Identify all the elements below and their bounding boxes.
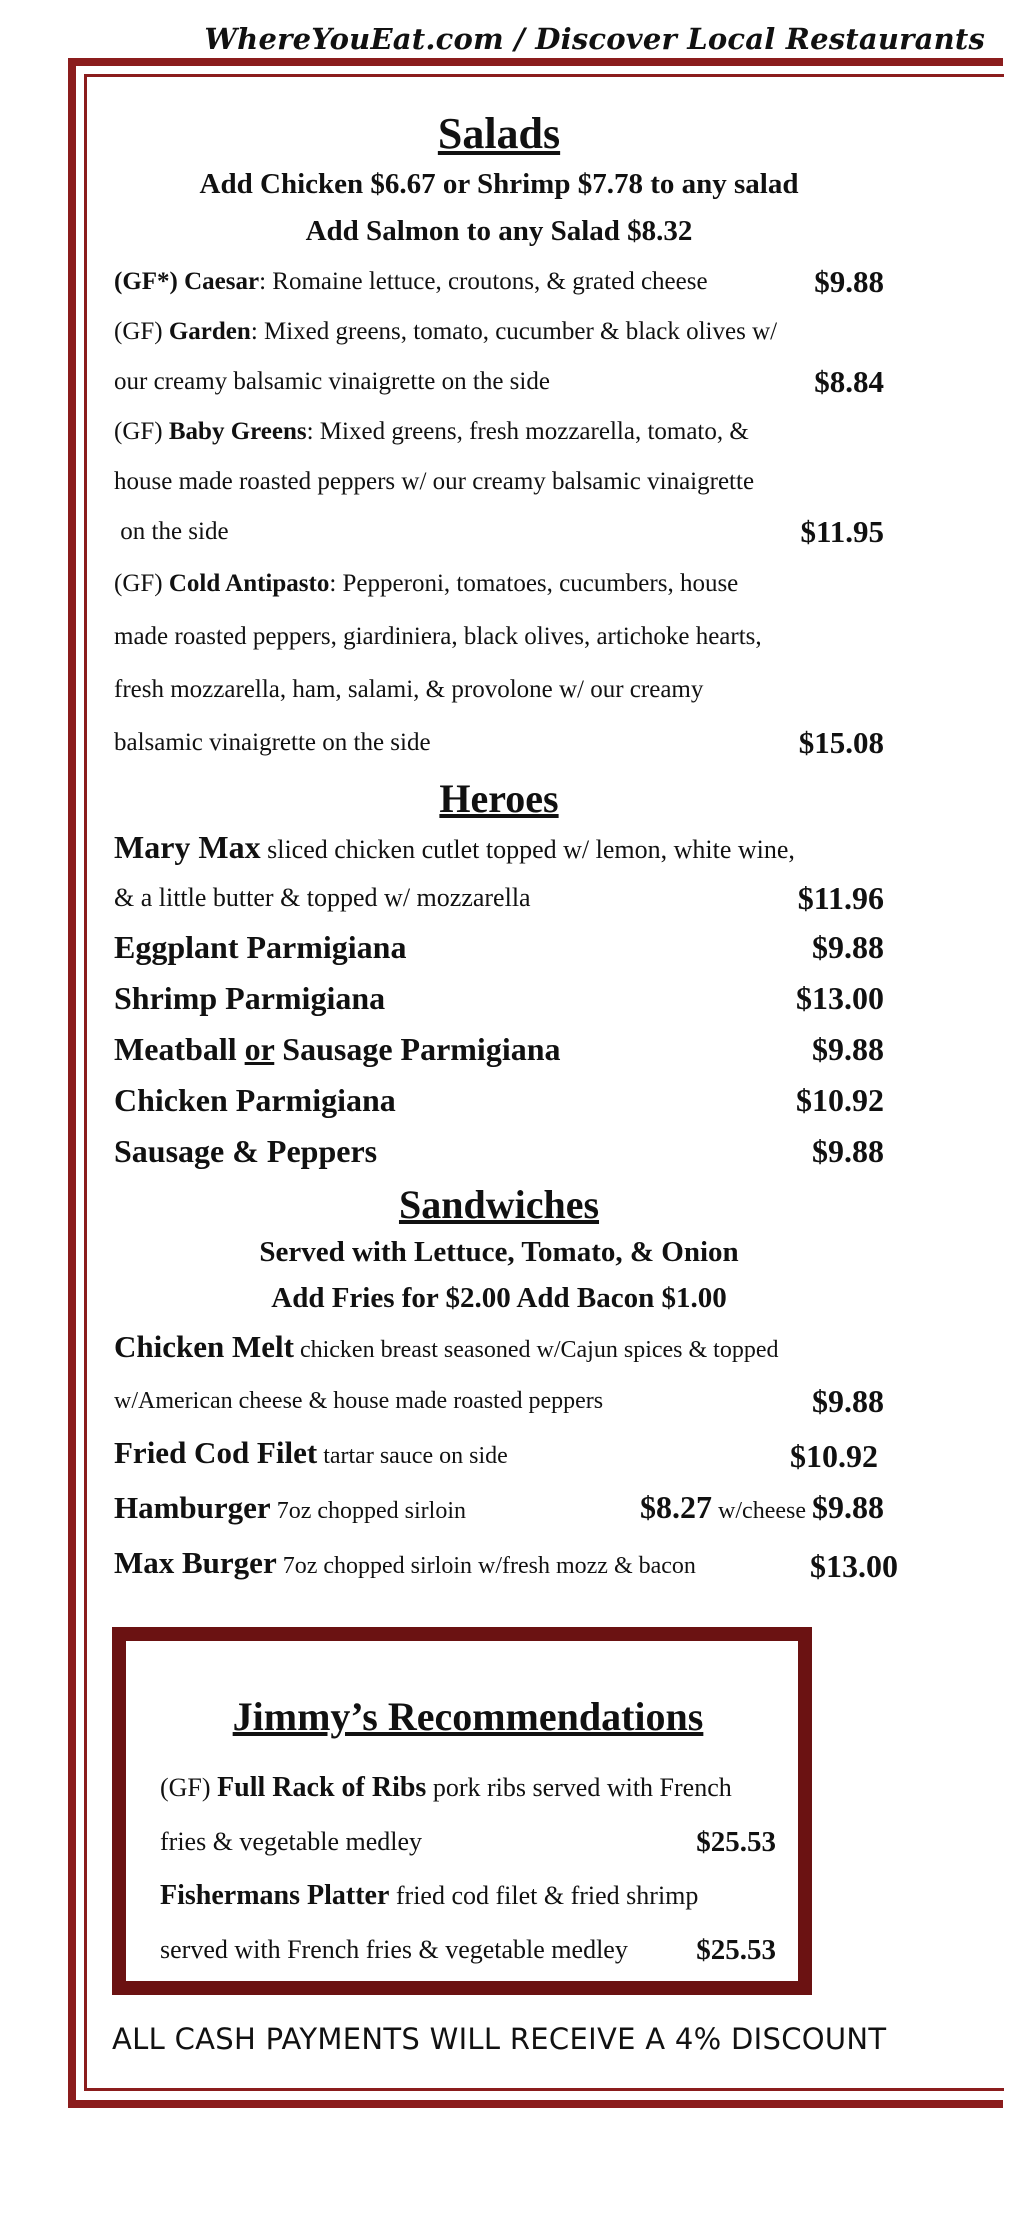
- gf-tag: (GF): [114, 569, 169, 597]
- recommendations-title: Jimmy’s Recommendations: [232, 1694, 704, 1739]
- item-desc-line: fries & vegetable medley: [160, 1827, 423, 1856]
- item-desc: fried cod filet & fried shrimp: [389, 1881, 699, 1910]
- item-desc-line: fresh mozzarella, ham, salami, & provolone w/ our creamy: [114, 675, 704, 703]
- item-desc: : Pepperoni, tomatoes, cucumbers, house: [329, 569, 739, 597]
- item-price: $11.96: [797, 879, 884, 916]
- gf-tag: (GF): [160, 1773, 218, 1802]
- item-name: Garden: [168, 317, 251, 345]
- salads-note-1: Add Chicken $6.67 or Shrimp $7.78 to any salad: [199, 167, 799, 200]
- item-name: Chicken Parmigiana: [114, 1081, 396, 1118]
- item-price: $13.00: [810, 1547, 898, 1584]
- item-desc-line: house made roasted peppers w/ our creamy balsamic vinaigrette: [114, 467, 755, 495]
- item-price: $9.88: [812, 1382, 884, 1419]
- item-desc-line: made roasted peppers, giardiniera, black olives, artichoke hearts,: [114, 622, 762, 650]
- gf-tag: (GF): [114, 317, 169, 345]
- item-cheese-label: w/cheese: [712, 1497, 812, 1524]
- item-price: $13.00: [796, 979, 884, 1016]
- item-desc-line: served with French fries & vegetable medley: [160, 1935, 628, 1964]
- salad-cold-antipasto: [114, 557, 884, 769]
- item-name: Cold Antipasto: [168, 569, 330, 597]
- item-price: $8.84: [814, 363, 884, 399]
- item-name-or: or: [244, 1030, 275, 1067]
- item-desc: pork ribs served with French: [426, 1773, 732, 1802]
- item-price: $11.95: [800, 513, 884, 549]
- cash-discount-notice: ALL CASH PAYMENTS WILL RECEIVE A 4% DISCOUNT: [112, 2022, 887, 2056]
- salad-garden: [114, 307, 884, 407]
- rec-fishermans-platter: [160, 1869, 776, 1977]
- sandwich-chicken-melt: [114, 1321, 884, 1427]
- item-desc: : Mixed greens, fresh mozzarella, tomato, &: [306, 417, 749, 445]
- item-name: Meatball: [114, 1030, 245, 1067]
- sandwiches-note-1: Served with Lettuce, Tomato, & Onion: [259, 1235, 739, 1268]
- sandwiches-title: Sandwiches: [398, 1181, 600, 1227]
- hero-meatball-sausage-parmigiana: [114, 1024, 884, 1075]
- item-desc: : Romaine lettuce, croutons, & grated cheese: [259, 267, 708, 295]
- item-name: Sausage Parmigiana: [274, 1030, 561, 1067]
- item-price: $9.88: [814, 263, 884, 299]
- item-price: $25.53: [696, 1826, 776, 1858]
- rec-full-rack-ribs: [160, 1761, 776, 1869]
- item-price-cheese: $9.88: [812, 1488, 884, 1525]
- item-desc: : Mixed greens, tomato, cucumber & black olives w/: [250, 317, 778, 345]
- salads-note-2: Add Salmon to any Salad $8.32: [305, 214, 693, 247]
- item-desc: chicken breast seasoned w/Cajun spices & topped: [293, 1336, 779, 1363]
- item-price: $9.88: [812, 928, 884, 965]
- item-name: Hamburger: [114, 1489, 271, 1525]
- item-name: Shrimp Parmigiana: [114, 979, 386, 1016]
- item-name: Max Burger: [114, 1544, 277, 1580]
- item-price: $8.27: [640, 1488, 713, 1525]
- item-name: Fishermans Platter: [160, 1880, 390, 1911]
- hero-mary-max: [114, 823, 884, 922]
- item-name: Mary Max: [114, 828, 261, 865]
- hero-shrimp-parmigiana: [114, 973, 884, 1024]
- item-desc-line: our creamy balsamic vinaigrette on the side: [114, 367, 550, 395]
- hero-eggplant-parmigiana: [114, 922, 884, 973]
- gf-tag: (GF*): [114, 267, 185, 295]
- salad-baby-greens: [114, 407, 884, 557]
- item-name: Fried Cod Filet: [114, 1434, 318, 1470]
- item-name: Caesar: [184, 267, 260, 295]
- item-name: Eggplant Parmigiana: [114, 928, 407, 965]
- item-price: $9.88: [812, 1132, 884, 1169]
- item-name: Baby Greens: [168, 417, 307, 445]
- gf-tag: (GF): [114, 417, 169, 445]
- item-price: $25.53: [696, 1934, 776, 1966]
- item-desc: 7oz chopped sirloin w/fresh mozz & bacon: [276, 1552, 696, 1579]
- hero-chicken-parmigiana: [114, 1075, 884, 1126]
- item-desc-line: & a little butter & topped w/ mozzarella: [114, 882, 531, 912]
- sandwich-hamburger: [114, 1482, 884, 1537]
- heroes-title: Heroes: [439, 775, 559, 821]
- item-name: Sausage & Peppers: [114, 1132, 378, 1169]
- salads-title: Salads: [437, 109, 561, 158]
- sandwiches-note-2: Add Fries for $2.00 Add Bacon $1.00: [271, 1281, 727, 1314]
- recommendations-content: [160, 1693, 776, 1977]
- item-price: $15.08: [798, 724, 884, 760]
- item-desc: tartar sauce on side: [317, 1442, 508, 1469]
- item-desc-line: w/American cheese & house made roasted peppers: [114, 1387, 604, 1414]
- hero-sausage-peppers: [114, 1126, 884, 1177]
- item-desc: sliced chicken cutlet topped w/ lemon, white wine,: [260, 834, 795, 864]
- salad-caesar: [114, 257, 884, 307]
- site-header: WhereYouEat.com / Discover Local Restaurants: [204, 22, 985, 56]
- item-name: Chicken Melt: [114, 1328, 294, 1364]
- item-desc-line: on the side: [114, 517, 229, 545]
- item-name: Full Rack of Ribs: [217, 1772, 427, 1803]
- recommendations-box: [112, 1627, 812, 1995]
- sandwich-max-burger: [114, 1537, 898, 1592]
- item-price: $10.92: [796, 1081, 884, 1118]
- item-price: $9.88: [812, 1030, 884, 1067]
- sandwich-fried-cod-filet: [114, 1427, 884, 1482]
- item-desc-line: balsamic vinaigrette on the side: [114, 728, 431, 756]
- item-desc: 7oz chopped sirloin: [270, 1497, 466, 1524]
- item-price: $10.92: [790, 1437, 878, 1474]
- menu-content: [114, 108, 898, 1592]
